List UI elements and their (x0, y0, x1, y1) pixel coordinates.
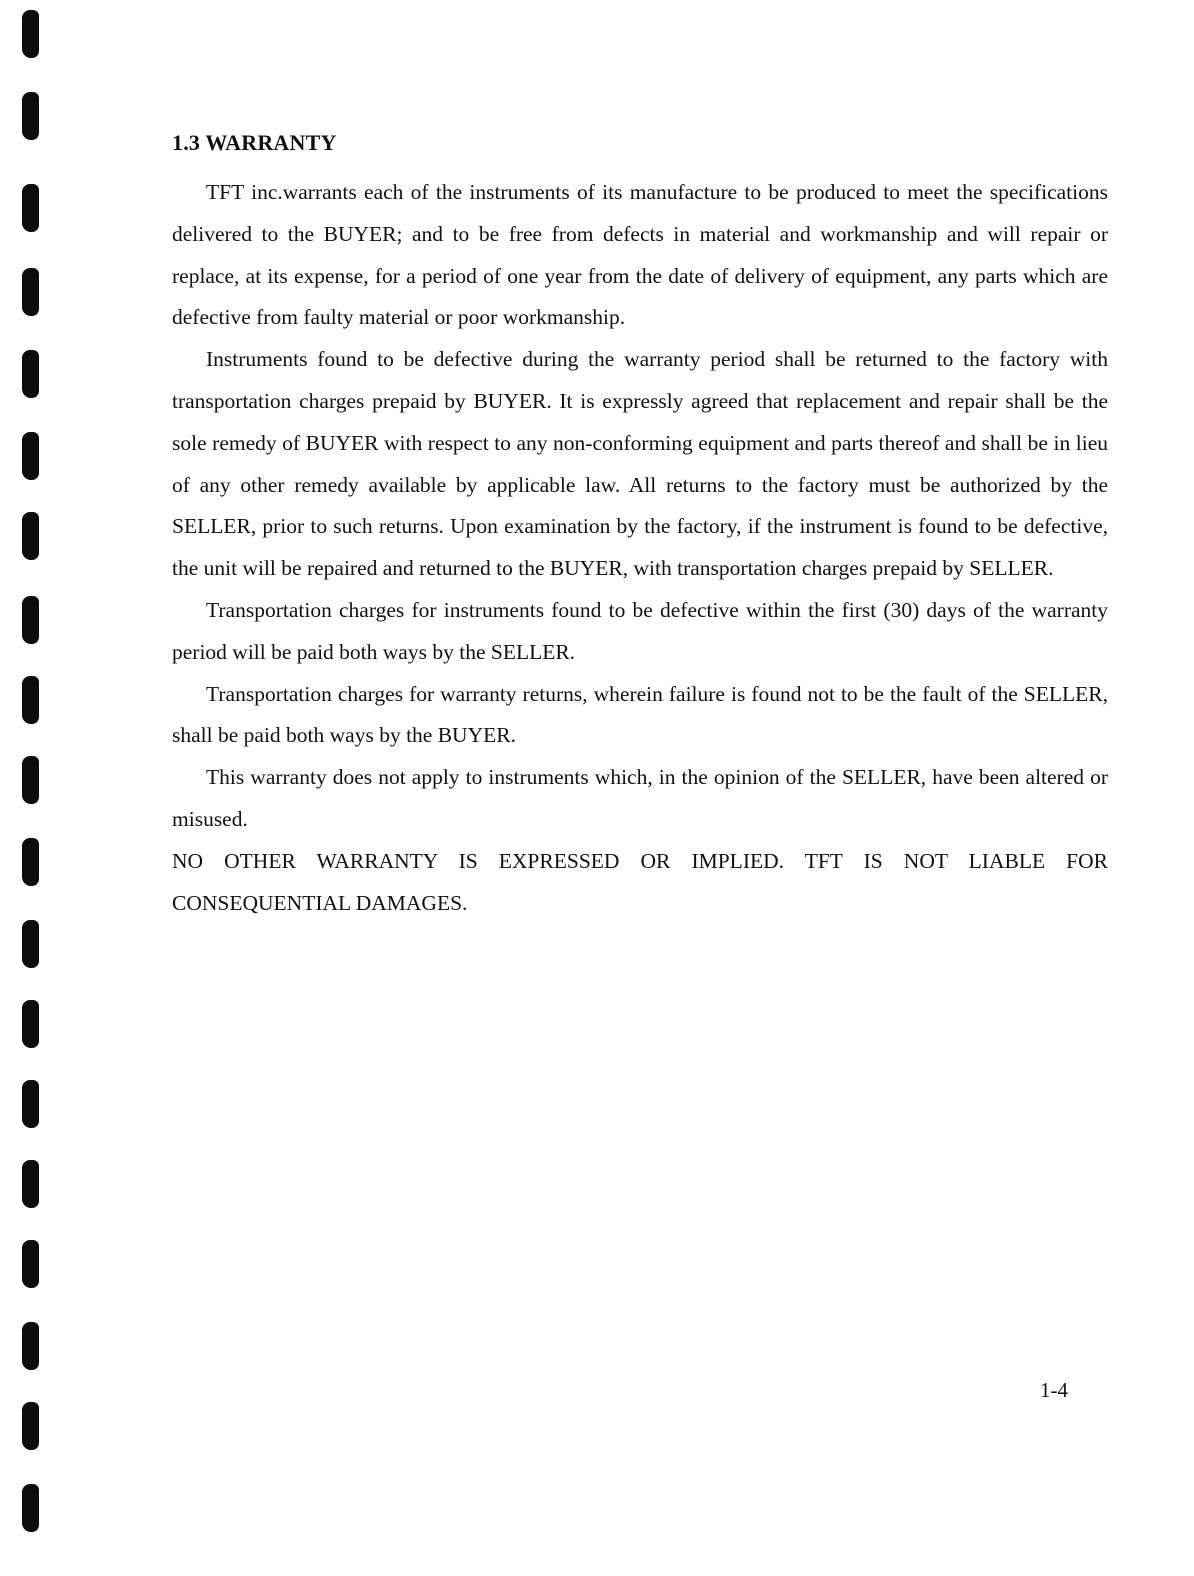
binding-hole (22, 1402, 39, 1450)
binding-hole (22, 1240, 39, 1288)
binding-hole (22, 676, 39, 724)
paragraph-buyer-fault: Transportation charges for warranty returns, wherein failure is found not to be the fault of the SELLER, shall be paid both ways by the BUYER. (172, 681, 1108, 748)
binding-hole (22, 92, 39, 140)
binding-hole (22, 1080, 39, 1128)
paragraph-exclusions: This warranty does not apply to instruments which, in the opinion of the SELLER, have been altered or misused. (172, 765, 1108, 831)
binding-hole (22, 838, 39, 886)
page-content (172, 128, 1108, 924)
paragraph-warranty-scope: TFT inc.warrants each of the instruments of its manufacture to be produced to meet the specifications delivered to the BUYER; and to be free from defects in material and workmanship and will repair or replace, at its expense, for a period of one year from the date of delivery of equipment, any parts which are defective from faulty material or poor workmanship. (172, 180, 1108, 330)
closing-statement: NO OTHER WARRANTY IS EXPRESSED OR IMPLIED. TFT IS NOT LIABLE FOR CONSEQUENTIAL DAMAGES. (172, 848, 1108, 915)
binding-hole (22, 756, 39, 804)
paragraph-returns: Instruments found to be defective during the warranty period shall be returned to the factory with transportation charges prepaid by BUYER. It is expressly agreed that replacement and repair shall be the sole remedy of BUYER with respect to any non-conforming equipment and parts thereof and shall be in lieu of any other remedy available by applicable law. All returns to the factory must be authorized by the SELLER, prior to such returns. Upon examination by the factory, if the instrument is found to be defective, the unit will be repaired and returned to the BUYER, with transportation charges prepaid by SELLER. (172, 347, 1108, 581)
binding-hole (22, 184, 39, 232)
section-heading: 1.3 WARRANTY (172, 130, 337, 155)
binding-holes (0, 0, 60, 1576)
binding-hole (22, 1322, 39, 1370)
binding-hole (22, 920, 39, 968)
page-number: 1-4 (1040, 1378, 1068, 1402)
binding-hole (22, 512, 39, 560)
binding-hole (22, 10, 39, 58)
binding-hole (22, 596, 39, 644)
binding-hole (22, 432, 39, 480)
binding-hole (22, 1000, 39, 1048)
binding-hole (22, 1160, 39, 1208)
binding-hole (22, 268, 39, 316)
binding-hole (22, 1484, 39, 1532)
binding-hole (22, 350, 39, 398)
paragraph-first-30-days: Transportation charges for instruments found to be defective within the first (30) days of the warranty period will be paid both ways by the SELLER. (172, 597, 1108, 664)
